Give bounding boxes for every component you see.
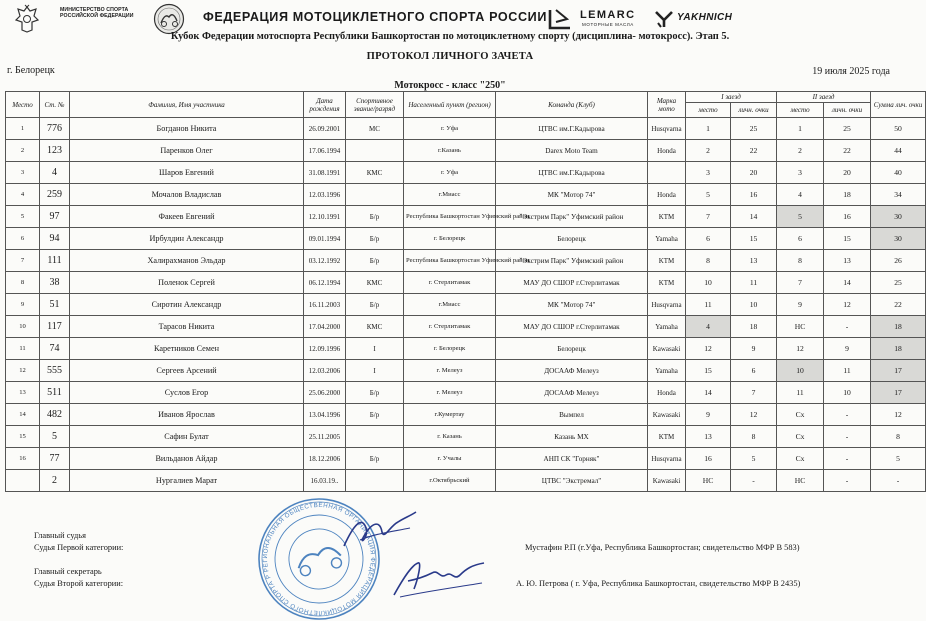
row-heat2-place: 11 — [777, 382, 824, 404]
row-rank: Б/р — [346, 250, 404, 272]
protocol-title: ПРОТОКОЛ ЛИЧНОГО ЗАЧЕТА — [366, 51, 534, 62]
row-region: г. Белорецк — [404, 228, 496, 250]
row-place: 3 — [6, 162, 40, 184]
row-birth-date: 26.09.2001 — [304, 118, 346, 140]
row-heat1-points: 18 — [731, 316, 777, 338]
row-region: Республика Башкортостан Уфимский район — [404, 250, 496, 272]
row-place: 15 — [6, 426, 40, 448]
row-rank: Б/р — [346, 206, 404, 228]
row-rank — [346, 470, 404, 492]
row-club: Белорецк — [496, 338, 648, 360]
row-region: г.Кумертау — [404, 404, 496, 426]
row-total: 18 — [871, 338, 926, 360]
row-club: Белорецк — [496, 228, 648, 250]
sponsor-lemarc-subtitle: МОТОРНЫЕ МАСЛА — [582, 22, 634, 27]
secretary-signature-icon — [388, 555, 488, 601]
row-heat1-place: 12 — [686, 338, 731, 360]
header-heat2-place: место — [777, 103, 824, 118]
row-heat1-place: 3 — [686, 162, 731, 184]
header-heat-1: I заезд — [686, 92, 777, 103]
row-total: 22 — [871, 294, 926, 316]
row-place: 11 — [6, 338, 40, 360]
table-row — [6, 426, 926, 448]
row-start-number: 94 — [40, 228, 70, 250]
row-club: МК "Мотор 74" — [496, 294, 648, 316]
row-heat1-points: 11 — [731, 272, 777, 294]
row-brand: Kawasaki — [648, 404, 686, 426]
table-row — [6, 206, 926, 228]
row-heat2-points: 12 — [824, 294, 871, 316]
row-place: 12 — [6, 360, 40, 382]
row-brand: KTM — [648, 272, 686, 294]
row-birth-date: 25.06.2000 — [304, 382, 346, 404]
row-place: 8 — [6, 272, 40, 294]
row-region: г.Миасс — [404, 184, 496, 206]
class-title: Мотокросс - класс "250" — [394, 80, 506, 91]
row-birth-date: 03.12.1992 — [304, 250, 346, 272]
table-row — [6, 162, 926, 184]
row-heat1-points: 7 — [731, 382, 777, 404]
row-region: г. Стерлитамак — [404, 272, 496, 294]
row-name: Поленок Сергей — [70, 272, 304, 294]
chief-judge-name: Мустафин Р.П (г.Уфа, Республика Башкортостан; свидетельство МФР В 583) — [525, 543, 800, 552]
results-table — [5, 91, 926, 492]
row-name: Богданов Никита — [70, 118, 304, 140]
row-heat1-points: 5 — [731, 448, 777, 470]
row-birth-date: 16.11.2003 — [304, 294, 346, 316]
lemarc-logo-icon — [547, 7, 573, 31]
row-start-number: 77 — [40, 448, 70, 470]
table-row — [6, 404, 926, 426]
table-row — [6, 250, 926, 272]
row-heat1-points: 14 — [731, 206, 777, 228]
row-region: г. Мелеуз — [404, 382, 496, 404]
row-heat1-points: - — [731, 470, 777, 492]
chief-judge-signature-icon — [340, 506, 420, 556]
row-heat1-place: 7 — [686, 206, 731, 228]
row-heat1-place: 16 — [686, 448, 731, 470]
row-birth-date: 06.12.1994 — [304, 272, 346, 294]
table-row — [6, 140, 926, 162]
table-header-row — [6, 92, 926, 103]
row-club: "Экстрим Парк" Уфимский район — [496, 206, 648, 228]
yakhnich-logo-icon — [654, 9, 674, 29]
row-total: 44 — [871, 140, 926, 162]
row-region: г. Уфа — [404, 162, 496, 184]
cup-title: Кубок Федерации мотоспорта Республики Башкортостан по мотоциклетному спорту (дисциплина- мотокросс). Этап 5. — [170, 31, 730, 42]
row-name: Халирахманов Эльдар — [70, 250, 304, 272]
row-name: Вильданов Айдар — [70, 448, 304, 470]
row-total: 34 — [871, 184, 926, 206]
row-heat2-points: 13 — [824, 250, 871, 272]
row-place: 1 — [6, 118, 40, 140]
row-heat2-place: 9 — [777, 294, 824, 316]
row-region: г. Мелеуз — [404, 360, 496, 382]
row-place: 16 — [6, 448, 40, 470]
row-place: 9 — [6, 294, 40, 316]
row-heat1-points: 25 — [731, 118, 777, 140]
row-club: ДОСААФ Мелеуз — [496, 382, 648, 404]
row-birth-date: 17.06.1994 — [304, 140, 346, 162]
row-heat1-place: 10 — [686, 272, 731, 294]
row-total: 40 — [871, 162, 926, 184]
row-rank: Б/р — [346, 404, 404, 426]
row-heat1-place: 11 — [686, 294, 731, 316]
row-heat2-points: 14 — [824, 272, 871, 294]
row-brand: Honda — [648, 140, 686, 162]
row-rank: I — [346, 360, 404, 382]
row-brand: Honda — [648, 184, 686, 206]
table-row — [6, 360, 926, 382]
row-rank — [346, 140, 404, 162]
row-heat2-points: 22 — [824, 140, 871, 162]
row-total: 8 — [871, 426, 926, 448]
row-heat2-points: - — [824, 426, 871, 448]
row-start-number: 555 — [40, 360, 70, 382]
row-total: 30 — [871, 228, 926, 250]
row-start-number: 5 — [40, 426, 70, 448]
row-heat1-place: 4 — [686, 316, 731, 338]
row-heat2-place: НС — [777, 316, 824, 338]
row-name: Сиротин Александр — [70, 294, 304, 316]
row-birth-date: 18.12.2006 — [304, 448, 346, 470]
row-start-number: 97 — [40, 206, 70, 228]
row-birth-date: 13.04.1996 — [304, 404, 346, 426]
row-brand: Yamaha — [648, 360, 686, 382]
row-heat2-place: Сх — [777, 404, 824, 426]
row-heat2-place: НС — [777, 470, 824, 492]
row-total: 18 — [871, 316, 926, 338]
row-name: Каретников Семен — [70, 338, 304, 360]
row-club: ДОСААФ Мелеуз — [496, 360, 648, 382]
header-brand: Марка мото — [648, 92, 686, 118]
row-start-number: 38 — [40, 272, 70, 294]
row-rank — [346, 426, 404, 448]
sponsor-lemarc: LEMARC — [580, 9, 636, 21]
row-place: 5 — [6, 206, 40, 228]
header-region: Населенный пункт (регион) — [404, 92, 496, 118]
row-heat1-place: 13 — [686, 426, 731, 448]
ministry-label: МИНИСТЕРСТВО СПОРТА РОССИЙСКОЙ ФЕДЕРАЦИИ — [60, 7, 134, 19]
row-place: 2 — [6, 140, 40, 162]
row-rank: Б/р — [346, 228, 404, 250]
row-start-number: 74 — [40, 338, 70, 360]
federation-title: ФЕДЕРАЦИЯ МОТОЦИКЛЕТНОГО СПОРТА РОССИИ — [203, 10, 547, 24]
row-birth-date: 25.11.2005 — [304, 426, 346, 448]
row-brand: Yamaha — [648, 316, 686, 338]
row-name: Тарасов Никита — [70, 316, 304, 338]
row-place — [6, 470, 40, 492]
row-brand: Yamaha — [648, 228, 686, 250]
row-start-number: 511 — [40, 382, 70, 404]
row-heat2-place: 10 — [777, 360, 824, 382]
row-heat2-place: 6 — [777, 228, 824, 250]
row-start-number: 482 — [40, 404, 70, 426]
event-city: г. Белорецк — [7, 65, 55, 76]
row-heat1-place: 9 — [686, 404, 731, 426]
row-rank — [346, 184, 404, 206]
row-place: 10 — [6, 316, 40, 338]
row-region: г. Белорецк — [404, 338, 496, 360]
row-heat1-place: НС — [686, 470, 731, 492]
row-place: 6 — [6, 228, 40, 250]
row-club: "Экстрим Парк" Уфимский район — [496, 250, 648, 272]
row-club: ЦТВС "Экстремал" — [496, 470, 648, 492]
row-heat1-place: 6 — [686, 228, 731, 250]
row-heat2-place: Сх — [777, 448, 824, 470]
row-heat1-points: 8 — [731, 426, 777, 448]
row-birth-date: 09.01.1994 — [304, 228, 346, 250]
header-place: Место — [6, 92, 40, 118]
row-brand — [648, 162, 686, 184]
row-name: Суслов Егор — [70, 382, 304, 404]
header-club: Команда (Клуб) — [496, 92, 648, 118]
row-brand: Husqvarna — [648, 448, 686, 470]
row-heat1-points: 22 — [731, 140, 777, 162]
row-region: г. Стерлитамак — [404, 316, 496, 338]
row-rank: МС — [346, 118, 404, 140]
row-birth-date: 31.08.1991 — [304, 162, 346, 184]
row-region: Республика Башкортостан Уфимский район — [404, 206, 496, 228]
row-start-number: 2 — [40, 470, 70, 492]
row-total: 50 — [871, 118, 926, 140]
header-total: Сумма лич. очки — [871, 92, 926, 118]
row-name: Паренков Олег — [70, 140, 304, 162]
row-heat1-place: 8 — [686, 250, 731, 272]
row-place: 7 — [6, 250, 40, 272]
chief-judge-label: Главный судья — [34, 531, 86, 540]
table-row — [6, 338, 926, 360]
row-heat2-points: - — [824, 316, 871, 338]
row-heat1-place: 5 — [686, 184, 731, 206]
row-heat2-points: - — [824, 448, 871, 470]
row-name: Нургалиев Марат — [70, 470, 304, 492]
header-heat-2: II заезд — [777, 92, 871, 103]
row-heat2-points: 10 — [824, 382, 871, 404]
row-name: Сафин Булат — [70, 426, 304, 448]
row-heat1-place: 15 — [686, 360, 731, 382]
row-region: г.Миасс — [404, 294, 496, 316]
row-total: 25 — [871, 272, 926, 294]
header-heat1-place: место — [686, 103, 731, 118]
row-heat1-points: 16 — [731, 184, 777, 206]
stamp-ring-text: РЕГИОНАЛЬНАЯ ОБЩЕСТВЕННАЯ ОРГАНИЗАЦИЯ ФЕДЕРАЦИЯ МОТОЦИКЛЕТНОГО СПОРТА РЕСПУБЛИКИ — [261, 501, 377, 617]
row-total: - — [871, 470, 926, 492]
row-heat2-points: 20 — [824, 162, 871, 184]
row-name: Иванов Ярослав — [70, 404, 304, 426]
table-row — [6, 294, 926, 316]
row-heat2-points: - — [824, 470, 871, 492]
row-rank: I — [346, 338, 404, 360]
row-place: 14 — [6, 404, 40, 426]
row-total: 26 — [871, 250, 926, 272]
row-total: 17 — [871, 360, 926, 382]
row-heat1-points: 15 — [731, 228, 777, 250]
row-heat2-points: - — [824, 404, 871, 426]
row-place: 13 — [6, 382, 40, 404]
secretary-category: Судья Второй категории: — [34, 579, 124, 588]
row-birth-date: 16.03.19.. — [304, 470, 346, 492]
header-rank: Спортивное звание/разряд — [346, 92, 404, 118]
row-club: МАУ ДО СШОР г.Стерлитамак — [496, 272, 648, 294]
row-heat2-points: 25 — [824, 118, 871, 140]
secretary-label: Главный секретарь — [34, 567, 102, 576]
row-club: ЦТВС им.Г.Кадырова — [496, 118, 648, 140]
row-name: Сергеев Арсений — [70, 360, 304, 382]
row-rank: Б/р — [346, 294, 404, 316]
row-rank: КМС — [346, 272, 404, 294]
table-row — [6, 448, 926, 470]
row-heat2-points: 18 — [824, 184, 871, 206]
row-heat1-points: 9 — [731, 338, 777, 360]
row-total: 17 — [871, 382, 926, 404]
row-rank: КМС — [346, 162, 404, 184]
row-name: Шаров Евгений — [70, 162, 304, 184]
row-club: Казань МХ — [496, 426, 648, 448]
row-heat1-place: 14 — [686, 382, 731, 404]
row-place: 4 — [6, 184, 40, 206]
event-date: 19 июля 2025 года — [812, 66, 890, 77]
row-heat2-place: 5 — [777, 206, 824, 228]
row-club: МК "Мотор 74" — [496, 184, 648, 206]
row-name: Мочалов Владислав — [70, 184, 304, 206]
row-region: г. Уфа — [404, 118, 496, 140]
row-heat2-place: 4 — [777, 184, 824, 206]
header-birth: Дата рождения — [304, 92, 346, 118]
row-heat2-points: 9 — [824, 338, 871, 360]
row-birth-date: 17.04.2000 — [304, 316, 346, 338]
row-heat1-place: 1 — [686, 118, 731, 140]
secretary-name: А. Ю. Петрова ( г. Уфа, Республика Башкортостан, свидетельство МФР В 2435) — [516, 579, 801, 588]
row-total: 30 — [871, 206, 926, 228]
row-brand: KTM — [648, 206, 686, 228]
row-club: АНП СК "Горняк" — [496, 448, 648, 470]
row-heat1-points: 20 — [731, 162, 777, 184]
table-row — [6, 382, 926, 404]
row-heat2-place: 3 — [777, 162, 824, 184]
row-rank: Б/р — [346, 448, 404, 470]
row-total: 12 — [871, 404, 926, 426]
row-heat1-points: 12 — [731, 404, 777, 426]
table-row — [6, 470, 926, 492]
header-heat1-points: личн. очки — [731, 103, 777, 118]
row-brand: Honda — [648, 382, 686, 404]
row-club: МАУ ДО СШОР г.Стерлитамак — [496, 316, 648, 338]
row-club: ЦТВС им.Г.Кадырова — [496, 162, 648, 184]
row-start-number: 111 — [40, 250, 70, 272]
header-name: Фамилия, Имя участника — [70, 92, 304, 118]
row-total: 5 — [871, 448, 926, 470]
row-heat1-points: 6 — [731, 360, 777, 382]
row-heat2-place: 7 — [777, 272, 824, 294]
row-birth-date: 12.03.1996 — [304, 184, 346, 206]
row-birth-date: 12.09.1996 — [304, 338, 346, 360]
row-start-number: 51 — [40, 294, 70, 316]
row-rank: КМС — [346, 316, 404, 338]
row-heat2-place: 2 — [777, 140, 824, 162]
row-brand: Husqvarna — [648, 118, 686, 140]
table-row — [6, 118, 926, 140]
header-start-no: Ст. № — [40, 92, 70, 118]
row-brand: KTM — [648, 250, 686, 272]
row-start-number: 117 — [40, 316, 70, 338]
table-row — [6, 316, 926, 338]
row-start-number: 123 — [40, 140, 70, 162]
table-row — [6, 272, 926, 294]
row-region: г.Октябрьский — [404, 470, 496, 492]
row-heat2-points: 16 — [824, 206, 871, 228]
chief-judge-category: Судья Первой категории: — [34, 543, 124, 552]
row-heat2-points: 11 — [824, 360, 871, 382]
row-region: г.Казань — [404, 140, 496, 162]
row-heat2-place: 12 — [777, 338, 824, 360]
header-heat2-points: личн. очки — [824, 103, 871, 118]
row-brand: KTM — [648, 426, 686, 448]
row-birth-date: 12.03.2006 — [304, 360, 346, 382]
row-region: г. Учалы — [404, 448, 496, 470]
row-brand: Husqvarna — [648, 294, 686, 316]
row-brand: Kawasaki — [648, 338, 686, 360]
row-start-number: 4 — [40, 162, 70, 184]
table-row — [6, 228, 926, 250]
table-row — [6, 184, 926, 206]
russian-coat-of-arms-icon — [14, 4, 40, 34]
row-heat2-place: 1 — [777, 118, 824, 140]
row-heat1-place: 2 — [686, 140, 731, 162]
row-start-number: 259 — [40, 184, 70, 206]
row-heat1-points: 10 — [731, 294, 777, 316]
row-heat1-points: 13 — [731, 250, 777, 272]
row-name: Факеев Евгений — [70, 206, 304, 228]
row-heat2-place: Сх — [777, 426, 824, 448]
row-region: г. Казань — [404, 426, 496, 448]
row-club: Вымпел — [496, 404, 648, 426]
row-brand: Kawasaki — [648, 470, 686, 492]
row-club: Darex Moto Team — [496, 140, 648, 162]
row-rank: Б/р — [346, 382, 404, 404]
row-birth-date: 12.10.1991 — [304, 206, 346, 228]
sponsor-yakhnich: YAKHNICH — [677, 12, 733, 23]
row-heat2-place: 8 — [777, 250, 824, 272]
row-name: Ирбулдин Александр — [70, 228, 304, 250]
row-heat2-points: 15 — [824, 228, 871, 250]
row-start-number: 776 — [40, 118, 70, 140]
